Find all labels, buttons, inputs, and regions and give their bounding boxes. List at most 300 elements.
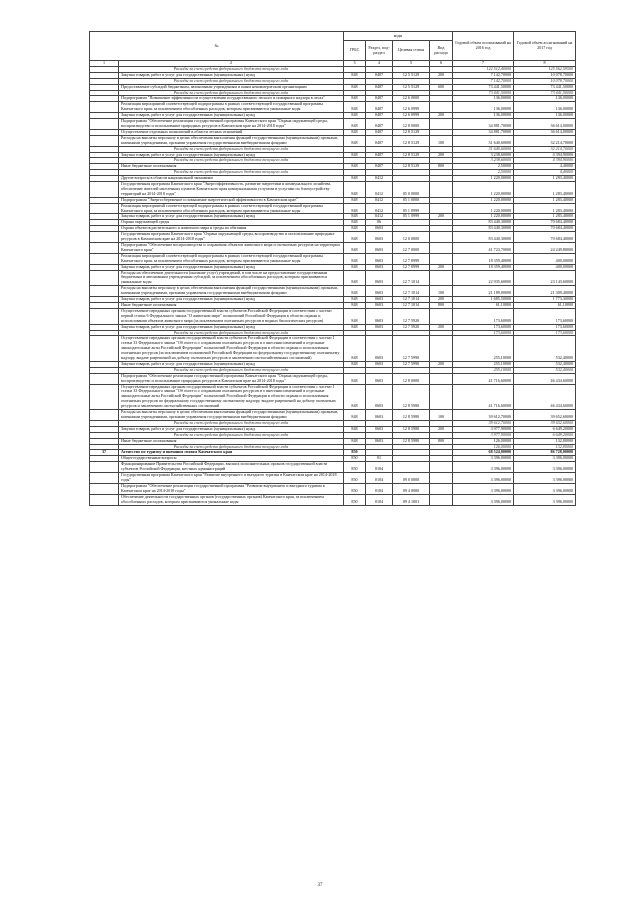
cell-v: 100 [430, 286, 453, 297]
cell-b: 1 283,40000 [514, 214, 576, 220]
cell-a: 1 685,50000 [453, 297, 514, 303]
colnum-8: 8 [514, 61, 576, 67]
cell-c: 12 8 5980 [393, 438, 430, 444]
cell-n [90, 243, 119, 254]
cell-b: 70 684,40000 [514, 220, 576, 226]
cell-d: Расходы за счет средств федерального бюджета текущего года [119, 90, 344, 96]
cell-r: 0407 [366, 164, 393, 170]
cell-c: 05 1 0000 [393, 197, 430, 203]
cell-b: 3 396,00000 [514, 462, 576, 473]
cell-b: 532,40000 [514, 336, 576, 362]
cell-v [430, 253, 453, 264]
table-row [90, 203, 576, 214]
cell-b: 1 773,30000 [514, 297, 576, 303]
cell-c: 12 8 0000 [393, 119, 430, 130]
cell-r: 0407 [366, 152, 393, 158]
cell-d: Расходы за счет средств федерального бюджета текущего года [119, 444, 344, 450]
cell-v [430, 102, 453, 113]
cell-b: 46 434,60000 [514, 373, 576, 384]
table-row [90, 270, 576, 286]
cell-v [430, 373, 453, 384]
cell-a: 41 716,60000 [453, 384, 514, 410]
cell-r: 0407 [366, 96, 393, 102]
cell-b: 39 652,60000 [514, 410, 576, 421]
cell-a: 3 396,00000 [453, 473, 514, 484]
cell-d: Осуществление переданных органам государственной власти субъектов Российской Федерации в соответствии с частью 1 статьи 33 Федерального закона "Об охоте и о сохранении охотничьих ресурсов и о внесении изменений в отдельные законодательные акты Российской Федерации" полномочий Российской Федерации в области охраны и использования охотничьих ресурсов по федеральному государственному охотничьему надзору, выдаче разрешений на добычу охотничьих ресурсов и заключению охотхозяйственных соглашений [119, 384, 344, 410]
cell-a: 1 220,00000 [453, 176, 514, 182]
cell-r: 0603 [366, 373, 393, 384]
cell-d: Государственная программа Камчатского края "Развитие внутреннего и въездного туризма в Камчатском крае на 2014-2018 годы" [119, 473, 344, 484]
cell-c: 12 7 5990 [393, 361, 430, 367]
cell-r: 0603 [366, 243, 393, 254]
cell-r: 0407 [366, 113, 393, 119]
cell-a: 22 935,60000 [453, 270, 514, 286]
cell-r: 0412 [366, 197, 393, 203]
cell-n [90, 308, 119, 324]
table-row [90, 286, 576, 297]
cell-c: 12 8 5980 [393, 426, 430, 432]
cell-a: 31 640,60000 [453, 146, 514, 152]
cell-v [430, 243, 453, 254]
cell-d: Предоставление субсидий бюджетным, автономным учреждениям и иным некоммерческим организациям [119, 84, 344, 90]
cell-v: 800 [430, 302, 453, 308]
table-row [90, 182, 576, 198]
cell-v: 200 [430, 72, 453, 78]
budget-table [89, 31, 576, 506]
cell-a: 173,60000 [453, 324, 514, 330]
cell-d: Расходы на обеспечение деятельности (оказание услуг) учреждений, в том числе на предоставление государственным бюджетным и автономным учреждениям субсидий, за исключением обособленных расходов, которым присваиваются уникальные коды [119, 270, 344, 286]
cell-d: Расходы за счет средств федерального бюджета текущего года [119, 158, 344, 164]
cell-b: 86 728,00000 [514, 450, 576, 456]
cell-d: Подпрограмма "Энергосбережение и повышение энергетической эффективности в Камчатском крае" [119, 197, 344, 203]
cell-r: 0603 [366, 438, 393, 444]
table-row [90, 473, 576, 484]
cell-a: 7 142,70000 [453, 78, 514, 84]
colnum-6: 6 [430, 61, 453, 67]
colnum-1: 1 [90, 61, 119, 67]
cell-b: 3 396,00000 [514, 494, 576, 505]
cell-g: 848 [344, 438, 366, 444]
cell-g: 848 [344, 302, 366, 308]
cell-a: 3 396,00000 [453, 456, 514, 462]
cell-b: 136,00000 [514, 113, 576, 119]
cell-r: 0104 [366, 462, 393, 473]
cell-c [393, 462, 430, 473]
cell-b: 173,60000 [514, 308, 576, 324]
cell-d: Общегосударственные вопросы [119, 456, 344, 462]
cell-g: 848 [344, 373, 366, 384]
header-csr: Целевая статья [393, 41, 430, 61]
cell-c: 12 7 5920 [393, 308, 430, 324]
cell-c: 12 8 5129 [393, 129, 430, 135]
cell-b: 6 649,20000 [514, 432, 576, 438]
cell-g: 848 [344, 426, 366, 432]
cell-g: 848 [344, 96, 366, 102]
cell-g: 848 [344, 164, 366, 170]
cell-g: 848 [344, 384, 366, 410]
table-row [90, 308, 576, 324]
cell-d: Агентство по туризму и внешним связям Камчатского края [119, 450, 344, 456]
cell-b: 173,60000 [514, 324, 576, 330]
cell-g: 848 [344, 297, 366, 303]
cell-a: 41 716,60000 [453, 373, 514, 384]
cell-n [90, 462, 119, 473]
cell-c: 12 7 1014 [393, 270, 430, 286]
table-row [90, 483, 576, 494]
table-row [90, 336, 576, 362]
cell-c: 12 5 5129 [393, 72, 430, 78]
cell-r: 01 [366, 456, 393, 462]
table-row [90, 494, 576, 505]
header-codes-group: коды [344, 32, 453, 41]
page-number: 37 [317, 883, 323, 888]
cell-d: Охрана окружающей среды [119, 220, 344, 226]
cell-r: 0407 [366, 129, 393, 135]
colnum-2: 2 [119, 61, 344, 67]
cell-g: 848 [344, 336, 366, 362]
cell-n [90, 203, 119, 214]
cell-r: 0603 [366, 410, 393, 421]
header-razdel: Раздел, под-раздел [366, 41, 393, 61]
cell-a: 173,60000 [453, 308, 514, 324]
cell-a: 39 612,70000 [453, 410, 514, 421]
cell-b: 73 441,50000 [514, 84, 576, 90]
table-row [90, 243, 576, 254]
cell-v [430, 270, 453, 286]
cell-d: Закупка товаров, работ и услуг для государственных (муниципальных) нужд [119, 297, 344, 303]
cell-r: 0407 [366, 135, 393, 146]
cell-d: Подпрограмма "Обеспечение реализации государственной программы Камчатского края "Охрана окружающей среды, воспроизводство и использование природных ресурсов в Камчатском крае на 2014-2018 годы" [119, 373, 344, 384]
cell-v: 800 [430, 164, 453, 170]
cell-b: 21 309,40000 [514, 286, 576, 297]
cell-v [430, 182, 453, 198]
cell-d: Закупка товаров, работ и услуг для государственных (муниципальных) нужд [119, 214, 344, 220]
cell-b: 3 396,00000 [514, 456, 576, 462]
cell-r: 0603 [366, 336, 393, 362]
cell-b: 132,80000 [514, 438, 576, 444]
cell-c: 12 8 5129 [393, 152, 430, 158]
cell-a: 18 359,40000 [453, 264, 514, 270]
cell-c: 12 7 5990 [393, 336, 430, 362]
cell-b: 6 649,20000 [514, 426, 576, 432]
cell-g: 848 [344, 176, 366, 182]
cell-g: 850 [344, 456, 366, 462]
cell-c: 12 8 5129 [393, 164, 430, 170]
cell-c: 12 8 5129 [393, 135, 430, 146]
cell-d: Государственная программа Камчатского края "Энергоэффективность, развитие энергетики и коммунального хозяйства, обеспечение жителей населенных пунктов Камчатского края коммунальными услугами и услугами по благоустройству территорий на 2014-2018 годы" [119, 182, 344, 198]
cell-d: Закупка товаров, работ и услуг для государственных (муниципальных) нужд [119, 152, 344, 158]
cell-a: 136,00000 [453, 96, 514, 102]
cell-g: 848 [344, 182, 366, 198]
cell-d: Расходы за счет средств федерального бюджета текущего года [119, 146, 344, 152]
cell-c: 12 6 0999 [393, 113, 430, 119]
cell-c: 09 4 0000 [393, 483, 430, 494]
cell-c: 05 1 0999 [393, 214, 430, 220]
cell-d: Закупка товаров, работ и услуг для государственных (муниципальных) нужд [119, 72, 344, 78]
cell-a: 34 881,70000 [453, 119, 514, 130]
cell-r: 0104 [366, 473, 393, 484]
cell-g: 850 [344, 450, 366, 456]
cell-r: 0412 [366, 214, 393, 220]
cell-v: 100 [430, 135, 453, 146]
cell-d: Расходы за счет средств федерального бюджета текущего года [119, 420, 344, 426]
cell-g: 850 [344, 494, 366, 505]
cell-b: 23 143,60000 [514, 270, 576, 286]
cell-g: 848 [344, 410, 366, 421]
cell-v [430, 203, 453, 214]
cell-r: 0412 [366, 182, 393, 198]
cell-g: 848 [344, 214, 366, 220]
cell-a: 1 220,00000 [453, 203, 514, 214]
cell-v [430, 384, 453, 410]
cell-n [90, 232, 119, 243]
cell-d: Другие вопросы в области национальной экономики [119, 176, 344, 182]
cell-g: 850 [344, 462, 366, 473]
cell-b: 32 214,70000 [514, 135, 576, 146]
cell-b: 4,40000 [514, 170, 576, 176]
cell-n [90, 473, 119, 484]
cell-d: Подпрограмма "Обеспечение реализации государственной программы Камчатского края "Охрана окружающей среды, воспроизводство и использование природных ресурсов в Камчатском крае на 2014-2018 годы" [119, 119, 344, 130]
cell-a: 255,10000 [453, 367, 514, 373]
cell-a: 73 441,50000 [453, 84, 514, 90]
cell-c: 12 7 0999 [393, 264, 430, 270]
cell-a: 3 396,00000 [453, 494, 514, 505]
cell-a: 3 977,90000 [453, 426, 514, 432]
cell-b: 1 283,40000 [514, 182, 576, 198]
cell-d: Обеспечение деятельности государственных органов (государственных органов) Камчатского края, за исключением обособленных расходов, которым присваиваются уникальные коды [119, 494, 344, 505]
cell-v: 200 [430, 113, 453, 119]
cell-b: 400,00000 [514, 253, 576, 264]
cell-r: 0603 [366, 226, 393, 232]
cell-r: 0603 [366, 361, 393, 367]
header-number: № [90, 32, 344, 61]
cell-n [90, 483, 119, 494]
cell-b: 1 283,40000 [514, 197, 576, 203]
cell-d: Реализация мероприятий соответствующей подпрограммы в рамках соответствующей государственной программы Камчатского края, за исключением обособленных расходов, которым присваиваются уникальные коды [119, 253, 344, 264]
cell-a: 126,00000 [453, 444, 514, 450]
cell-c: 12 7 1014 [393, 302, 430, 308]
cell-n [90, 102, 119, 113]
cell-b: 70 684,40000 [514, 232, 576, 243]
cell-d: Иные бюджетные ассигнования [119, 302, 344, 308]
cell-c: 12 7 1014 [393, 286, 430, 297]
cell-a: 68 524,00000 [453, 450, 514, 456]
cell-r: 0104 [366, 494, 393, 505]
cell-c: 12 6 0999 [393, 102, 430, 113]
cell-n [90, 336, 119, 362]
cell-g: 848 [344, 152, 366, 158]
cell-d: Расходы за счет средств федерального бюджета текущего года [119, 78, 344, 84]
cell-d: Функционирование Правительства Российской Федерации, высших исполнительных органов государственной власти субъектов Российской Федерации, местных администраций [119, 462, 344, 473]
cell-g: 848 [344, 113, 366, 119]
cell-a: 1 220,00000 [453, 197, 514, 203]
cell-v: 800 [430, 438, 453, 444]
cell-b: 136,00000 [514, 96, 576, 102]
cell-v [430, 232, 453, 243]
cell-d: Закупка товаров, работ и услуг для государственных (муниципальных) нужд [119, 361, 344, 367]
cell-v: 200 [430, 324, 453, 330]
cell-v: 200 [430, 361, 453, 367]
cell-n [90, 253, 119, 264]
cell-n [90, 384, 119, 410]
cell-g: 848 [344, 84, 366, 90]
cell-n [90, 286, 119, 297]
colnum-5: 5 [393, 61, 430, 67]
cell-d: Подпрограмма "Обеспечение реализации государственной программы "Развитие внутреннего и въездного туризма в Камчатском крае на 2014-2018 годы" [119, 483, 344, 494]
cell-a: 2,50000 [453, 164, 514, 170]
cell-r: 0603 [366, 297, 393, 303]
cell-a: 136,00000 [453, 102, 514, 113]
cell-g: 848 [344, 197, 366, 203]
cell-d: Подпрограмма "Повышение эффективности осуществления государственного лесного и пожарного надзора в лесах" [119, 96, 344, 102]
cell-a: 83 440,30000 [453, 232, 514, 243]
cell-a: 2,50000 [453, 170, 514, 176]
cell-d: Охрана объектов растительного и животного мира и среды их обитания [119, 226, 344, 232]
cell-a: 34 881,70000 [453, 129, 514, 135]
cell-d: Расходы за счет средств федерального бюджета текущего года [119, 367, 344, 373]
cell-b: 1 283,40000 [514, 203, 576, 214]
cell-b: 46 434,60000 [514, 384, 576, 410]
cell-d: Расходы на выплаты персоналу в целях обеспечения выполнения функций государственными (муниципальными) органами, казенными учреждениями, органами управления государственными внебюджетными фондами [119, 286, 344, 297]
header-vr: Вид расхода [430, 41, 453, 61]
cell-r: 0603 [366, 324, 393, 330]
cell-r: 0603 [366, 302, 393, 308]
cell-n [90, 135, 119, 146]
table-row [90, 384, 576, 410]
cell-r: 0603 [366, 286, 393, 297]
cell-c: 12 8 0000 [393, 373, 430, 384]
cell-a: 3 238,60000 [453, 152, 514, 158]
cell-b: 125 562,59500 [514, 66, 576, 72]
cell-c: 05 1 0999 [393, 203, 430, 214]
cell-a: 122 512,40000 [453, 66, 514, 72]
table-row [90, 232, 576, 243]
cell-b: 39 652,60000 [514, 420, 576, 426]
cell-r: 0603 [366, 308, 393, 324]
table-row [90, 373, 576, 384]
cell-g: 848 [344, 102, 366, 113]
cell-c: 09 4 1001 [393, 494, 430, 505]
cell-a: 21 189,00000 [453, 286, 514, 297]
cell-g: 848 [344, 324, 366, 330]
cell-d: Иные бюджетные ассигнования [119, 438, 344, 444]
cell-r: 0407 [366, 72, 393, 78]
cell-a: 1 220,00000 [453, 214, 514, 220]
cell-b: 24 249,80000 [514, 243, 576, 254]
cell-c: 12 8 5980 [393, 410, 430, 421]
cell-g: 848 [344, 286, 366, 297]
table-row [90, 410, 576, 421]
header-2016: Годовой объем ассигнований на 2016 год [453, 32, 514, 61]
table-row [90, 253, 576, 264]
table-row [90, 135, 576, 146]
cell-r: 0603 [366, 253, 393, 264]
cell-b: 4,40000 [514, 164, 576, 170]
cell-b: 36 614,00000 [514, 119, 576, 130]
cell-a: 61,10000 [453, 302, 514, 308]
cell-g: 848 [344, 232, 366, 243]
cell-d: Расходы за счет средств федерального бюджета текущего года [119, 170, 344, 176]
cell-g: 848 [344, 226, 366, 232]
cell-a: 18 359,40000 [453, 253, 514, 264]
cell-g: 848 [344, 361, 366, 367]
cell-b: 173,60000 [514, 330, 576, 336]
cell-b: 10 078,70000 [514, 72, 576, 78]
cell-a: 173,60000 [453, 330, 514, 336]
cell-v [430, 462, 453, 473]
colnum-7: 7 [453, 61, 514, 67]
cell-b: 4 394,90000 [514, 152, 576, 158]
cell-a: 3 238,60000 [453, 158, 514, 164]
cell-g: 848 [344, 253, 366, 264]
cell-r: 0603 [366, 232, 393, 243]
cell-d: Расходы за счет средств федерального бюджета текущего года [119, 66, 344, 72]
cell-b: 400,00000 [514, 264, 576, 270]
cell-b: 70 684,40000 [514, 226, 576, 232]
cell-n [90, 119, 119, 130]
cell-g: 848 [344, 270, 366, 286]
cell-b: 1 283,40000 [514, 176, 576, 182]
cell-v: 200 [430, 426, 453, 432]
cell-c: 12 8 5980 [393, 384, 430, 410]
cell-d: Осуществление переданных органам государственной власти субъектов Российской Федерации в соответствии с частью первой статьи 6 Федерального закона "О животном мире" полномочий Российской Федерации в области охраны и использования объектов животного мира (за исключением охотничьих ресурсов и водных биологических ресурсов) [119, 308, 344, 324]
cell-d: Закупка товаров, работ и услуг для государственных (муниципальных) нужд [119, 264, 344, 270]
cell-d: Реализация мероприятий соответствующей подпрограммы в рамках соответствующей государственной программы Камчатского края, за исключением обособленных расходов, которым присваиваются уникальные коды [119, 203, 344, 214]
table-body [90, 66, 576, 505]
header-grbs: ГРБС [344, 41, 366, 61]
cell-v: 200 [430, 264, 453, 270]
cell-d: Закупка товаров, работ и услуг для государственных (муниципальных) нужд [119, 426, 344, 432]
cell-r: 0603 [366, 270, 393, 286]
header-2017: Годовой объем ассигнований на 2017 год [514, 32, 576, 61]
cell-c: 12 7 1014 [393, 297, 430, 303]
cell-r: 0603 [366, 426, 393, 432]
cell-g: 848 [344, 129, 366, 135]
table-header [90, 32, 576, 67]
cell-c: 12 5 5129 [393, 84, 430, 90]
cell-r: 06 [366, 220, 393, 226]
cell-b: 4 394,90000 [514, 158, 576, 164]
cell-n [90, 494, 119, 505]
cell-v [430, 483, 453, 494]
cell-a: 7 142,70000 [453, 72, 514, 78]
cell-d: Подпрограмма "Обеспечение воспроизводства и сохранения объектов животного мира и охотничьих ресурсов на территории Камчатского края" [119, 243, 344, 254]
cell-a: 255,10000 [453, 361, 514, 367]
cell-r: 0412 [366, 176, 393, 182]
cell-g: 848 [344, 135, 366, 146]
cell-g: 848 [344, 264, 366, 270]
cell-g: 848 [344, 72, 366, 78]
cell-n [90, 410, 119, 421]
colnum-3: 3 [344, 61, 366, 67]
cell-a: 73 441,50000 [453, 90, 514, 96]
cell-r: 0407 [366, 102, 393, 113]
cell-d: Расходы на выплаты персоналу в целях обеспечения выполнения функций государственными (муниципальными) органами, казенными учреждениями, органами управления государственными внебюджетными фондами [119, 410, 344, 421]
cell-r: 0407 [366, 84, 393, 90]
cell-a: 83 440,30000 [453, 226, 514, 232]
cell-b: 32 214,70000 [514, 146, 576, 152]
cell-n [90, 270, 119, 286]
cell-v [430, 494, 453, 505]
cell-v: 200 [430, 214, 453, 220]
cell-c: 12 7 5920 [393, 324, 430, 330]
cell-g: 848 [344, 243, 366, 254]
cell-b: 132,80000 [514, 444, 576, 450]
cell-a: 1 220,00000 [453, 182, 514, 198]
cell-a: 31 640,60000 [453, 135, 514, 146]
cell-d: Осуществление переданных органам государственной власти субъектов Российской Федерации в соответствии с частью 1 статьи 33 Федерального закона "Об охоте и о сохранении охотничьих ресурсов и о внесении изменений в отдельные законодательные акты Российской Федерации" полномочий Российской Федерации в области охраны и использования охотничьих ресурсов (за исключением полномочий Российской Федерации по федеральному государственному охотничьему надзору, выдаче разрешений на добычу охотничьих ресурсов и заключению охотхозяйственных соглашений) [119, 336, 344, 362]
cell-a: 136,00000 [453, 113, 514, 119]
